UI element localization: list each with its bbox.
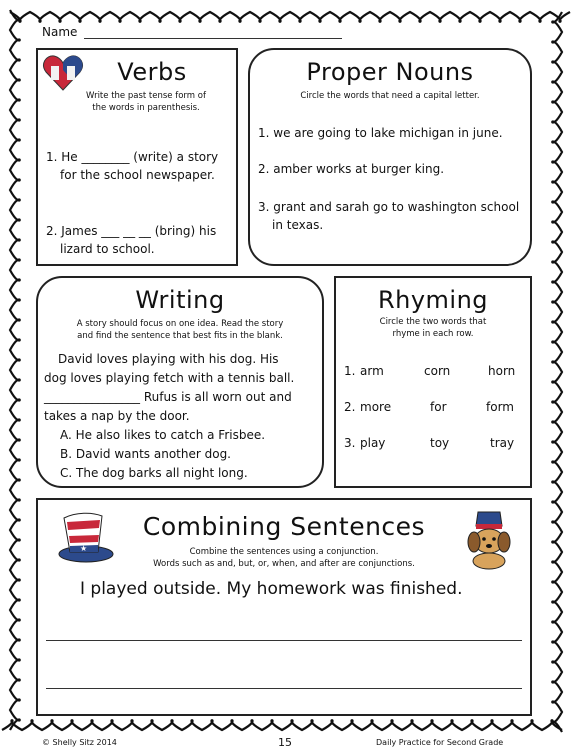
rhyming-row-num: 2. — [344, 400, 356, 414]
rhyming-word[interactable]: arm — [360, 364, 384, 378]
rhyming-word[interactable]: horn — [488, 364, 516, 378]
rhyming-row-2 — [344, 398, 524, 416]
rhyming-title: Rhyming — [377, 286, 489, 314]
rhyming-word[interactable]: play — [360, 436, 386, 450]
rhyming-row-1 — [344, 362, 524, 380]
name-line — [84, 38, 342, 39]
combining-sentence: I played outside. My homework was finished. — [80, 579, 463, 599]
writing-line-1[interactable] — [46, 640, 522, 641]
verbs-section — [36, 48, 238, 266]
writing-story-line-1: David loves playing with his dog. His — [58, 352, 279, 366]
verbs-instructions: Write the past tense form of the words in parenthesis. — [86, 91, 206, 113]
proper-nouns-item-3-line2: in texas. — [272, 218, 324, 232]
proper-nouns-section — [248, 48, 532, 266]
page-number: 15 — [278, 736, 292, 749]
rhyming-row-num: 3. — [344, 436, 356, 450]
copyright: © Shelly Sitz 2014 — [42, 738, 117, 747]
writing-line-2[interactable] — [46, 688, 522, 689]
proper-nouns-title: Proper Nouns — [306, 58, 474, 86]
verbs-item-1-line2: for the school newspaper. — [60, 168, 215, 182]
writing-story-line-4: takes a nap by the door. — [44, 409, 190, 423]
combining-instructions: Combine the sentences using a conjunction. Words such as and, but, or, when, and after are conjunctions. — [153, 547, 415, 569]
svg-text:★: ★ — [80, 544, 88, 553]
writing-option-b: B. David wants another dog. — [60, 447, 231, 461]
rhyming-word[interactable]: tray — [490, 436, 515, 450]
writing-instructions: A story should focus on one idea. Read the story and find the sentence that best fits in the blank. — [76, 319, 284, 341]
rhyming-instructions: Circle the two words that rhyme in each row. — [379, 317, 487, 339]
combining-section — [36, 498, 532, 716]
rhyming-word[interactable]: form — [486, 400, 514, 414]
rhyming-section — [334, 276, 532, 488]
writing-option-c: C. The dog barks all night long. — [60, 466, 248, 480]
rhyming-word[interactable]: toy — [430, 436, 450, 450]
verbs-title: Verbs — [117, 58, 187, 86]
proper-nouns-item-2: 2. amber works at burger king. — [258, 162, 445, 176]
writing-title: Writing — [135, 286, 225, 314]
proper-nouns-instructions: Circle the words that need a capital letter. — [300, 91, 480, 101]
rhyming-word[interactable]: for — [430, 400, 447, 414]
verbs-item-2-line2: lizard to school. — [60, 242, 155, 256]
combining-title: Combining Sentences — [142, 512, 426, 541]
writing-section — [36, 276, 324, 488]
name-field[interactable] — [42, 22, 342, 42]
proper-nouns-item-3-line1: 3. grant and sarah go to washington school — [258, 200, 520, 214]
verbs-item-1-line1: 1. He ________ (write) a story — [46, 150, 219, 164]
verbs-item-2-line1: 2. James ___ __ __ (bring) his — [46, 224, 217, 238]
writing-story-line-3: ________________ Rufus is all worn out and — [44, 390, 292, 404]
rhyming-word[interactable]: corn — [424, 364, 451, 378]
series-title: Daily Practice for Second Grade — [376, 738, 504, 747]
name-label: Name — [42, 25, 78, 39]
writing-story-line-2: dog loves playing fetch with a tennis ball. — [44, 371, 295, 385]
writing-option-a: A. He also likes to catch a Frisbee. — [60, 428, 266, 442]
rhyming-word[interactable]: more — [360, 400, 392, 414]
proper-nouns-item-1: 1. we are going to lake michigan in june. — [258, 126, 503, 140]
rhyming-row-num: 1. — [344, 364, 356, 378]
rhyming-row-3 — [344, 434, 524, 452]
